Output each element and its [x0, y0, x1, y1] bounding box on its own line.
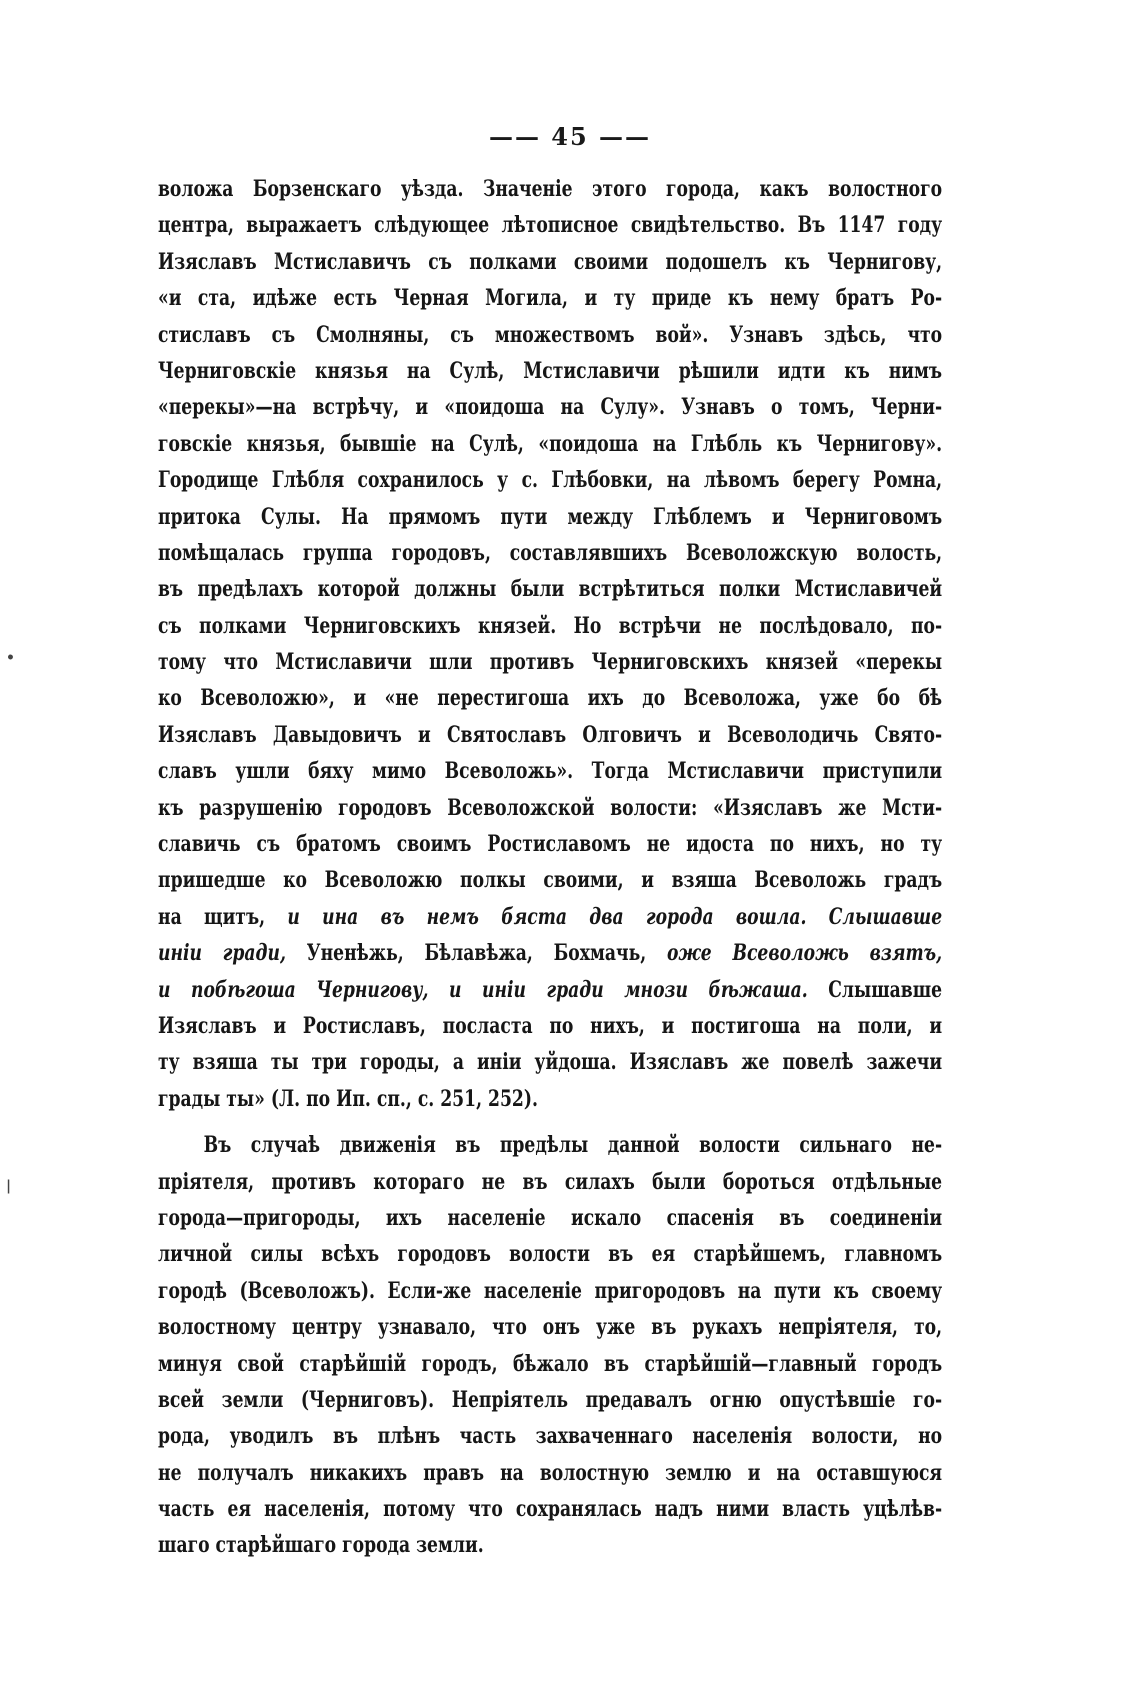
- line-text: центра, выражаетъ слѣдующее лѣтописное свидѣтельство. Въ 1147 году: [158, 212, 943, 239]
- text-line: [158, 1418, 942, 1454]
- text-line: [158, 608, 942, 644]
- text-line: [158, 1044, 942, 1080]
- line-text: рода, уводилъ въ плѣнъ часть захваченнаго населенія волости, но: [158, 1423, 943, 1450]
- text-line: [158, 935, 942, 971]
- text-line: [158, 753, 942, 789]
- line-text: Изяславъ и Ростиславъ, посласта по нихъ, и постигоша на поли, и: [158, 1012, 943, 1039]
- line-text: славъ ушли бяху мимо Всеволожь». Тогда Мстиславичи приступили: [158, 758, 943, 785]
- line-text: Изяславъ Мстиславичъ съ полками своими подошелъ къ Чернигову,: [158, 248, 943, 275]
- paragraph-gap: [158, 1117, 942, 1127]
- text-line: [158, 1346, 942, 1382]
- paragraph: [158, 1127, 942, 1564]
- line-text: ко Всеволожю», и «не перестигоша ихъ до Всеволожа, уже бо бѣ: [158, 685, 943, 712]
- text-line: [158, 462, 942, 498]
- text-line: [158, 1200, 942, 1236]
- line-text: Въ случаѣ движенія въ предѣлы данной волости сильнаго не-: [203, 1132, 943, 1159]
- line-text: пришедше ко Всеволожю полкы своими, и взяша Всеволожь градъ: [158, 867, 943, 894]
- line-text: пріятеля, противъ котораго не въ силахъ были бороться отдѣльные: [158, 1168, 943, 1195]
- text-line: [158, 644, 942, 680]
- text-line: [158, 244, 942, 280]
- line-text: личной силы всѣхъ городовъ волости въ ея старѣйшемъ, главномъ: [158, 1241, 943, 1268]
- text-line: [158, 1309, 942, 1345]
- line-text: въ предѣлахъ которой должны были встрѣтиться полки Мстиславичей: [158, 576, 943, 603]
- body-text: [158, 171, 942, 1564]
- text-line: [158, 317, 942, 353]
- line-text: не получалъ никакихъ правъ на волостную землю и на оставшуюся: [158, 1459, 943, 1486]
- text-line: [158, 1081, 942, 1117]
- text-line: [158, 1527, 942, 1563]
- line-text: притока Сулы. На прямомъ пути между Глѣблемъ и Черниговомъ: [158, 503, 943, 530]
- line-text: «перекы»—на встрѣчу, и «поидоша на Сулу». Узнавъ о томъ, Черни-: [158, 394, 943, 421]
- text-line: [158, 1236, 942, 1272]
- text-line: [158, 1008, 942, 1044]
- line-text: Городище Глѣбля сохранилось у с. Глѣбовки, на лѣвомъ берегу Ромна,: [158, 467, 943, 494]
- line-text: помѣщалась группа городовъ, составлявшихъ Всеволожскую волость,: [158, 539, 943, 566]
- line-text: грады ты» (Л. по Ип. сп., с. 251, 252).: [158, 1085, 538, 1112]
- line-text: Уненѣжь, Бѣлавѣжа, Бохмачь,: [285, 940, 667, 967]
- text-line: [158, 1491, 942, 1527]
- text-line: [158, 499, 942, 535]
- paragraph: [158, 171, 942, 1117]
- italic-quote: иніи гради,: [158, 940, 286, 967]
- line-text: минуя свой старѣйшій городъ, бѣжало въ старѣйшій—главный городъ: [158, 1350, 943, 1377]
- italic-quote: и ина въ немъ бяста два города вошла. Слышавше: [287, 903, 943, 930]
- text-line: [158, 717, 942, 753]
- text-line: [158, 1164, 942, 1200]
- line-text: волостному центру узнавало, что онъ уже въ рукахъ непріятеля, то,: [158, 1314, 943, 1341]
- line-text: всей земли (Черниговъ). Непріятель предавалъ огню опустѣвшіе го-: [158, 1386, 943, 1413]
- text-line: [158, 862, 942, 898]
- line-text: города—пригороды, ихъ населеніе искало спасенія въ соединеніи: [158, 1204, 943, 1231]
- page-number: —— 45 ——: [488, 122, 652, 151]
- line-text: Слышавше: [807, 976, 943, 1003]
- text-line: [158, 1455, 942, 1491]
- text-line: [158, 207, 942, 243]
- text-line: [158, 535, 942, 571]
- text-line: [158, 171, 942, 207]
- margin-dot: •: [6, 650, 15, 666]
- text-line: [158, 1273, 942, 1309]
- italic-quote: оже Всеволожь взятъ,: [666, 940, 943, 967]
- text-line: [158, 899, 942, 935]
- line-text: «и ста, идѣже есть Черная Могила, и ту приде къ нему братъ Ро-: [158, 285, 943, 312]
- line-text: часть ея населенія, потому что сохранялась надъ ними власть уцѣлѣв-: [158, 1496, 943, 1523]
- line-text: къ разрушенію городовъ Всеволожской волости: «Изяславъ же Мсти-: [158, 794, 943, 821]
- line-text: славичь съ братомъ своимъ Ростиславомъ не идоста по нихъ, но ту: [158, 831, 943, 858]
- text-line: [158, 1127, 942, 1163]
- text-line: [158, 353, 942, 389]
- text-line: [158, 972, 942, 1008]
- line-text: на щитъ,: [158, 903, 288, 930]
- line-text: говскіе князья, бывшіе на Сулѣ, «поидоша на Глѣбль къ Чернигову».: [158, 430, 943, 457]
- text-line: [158, 571, 942, 607]
- line-text: шаго старѣйшаго города земли.: [158, 1532, 484, 1559]
- text-line: [158, 1382, 942, 1418]
- text-line: [158, 680, 942, 716]
- line-text: ту взяша ты три городы, а иніи уйдоша. Изяславъ же повелѣ зажечи: [158, 1049, 943, 1076]
- line-text: стиславъ съ Смолняны, съ множествомъ вой». Узнавъ здѣсь, что: [158, 321, 943, 348]
- line-text: Изяславъ Давыдовичъ и Святославъ Олговичъ и Всеволодичь Свято-: [158, 721, 943, 748]
- line-text: тому что Мстиславичи шли противъ Черниговскихъ князей «перекы: [158, 649, 943, 676]
- italic-quote: и побѣгоша Чернигову, и иніи гради мнози бѣжаша.: [158, 976, 808, 1003]
- text-line: [158, 389, 942, 425]
- text-line: [158, 826, 942, 862]
- text-line: [158, 790, 942, 826]
- line-text: городѣ (Всеволожъ). Если-же населеніе пригородовъ на пути къ своему: [158, 1277, 943, 1304]
- text-line: [158, 280, 942, 316]
- line-text: съ полками Черниговскихъ князей. Но встрѣчи не послѣдовало, по-: [158, 612, 943, 639]
- line-text: Черниговскіе князья на Сулѣ, Мстиславичи рѣшили идти къ нимъ: [158, 357, 943, 384]
- line-text: воложа Борзенскаго уѣзда. Значеніе этого города, какъ волостного: [158, 176, 943, 202]
- margin-tick: |: [6, 1178, 12, 1194]
- text-line: [158, 426, 942, 462]
